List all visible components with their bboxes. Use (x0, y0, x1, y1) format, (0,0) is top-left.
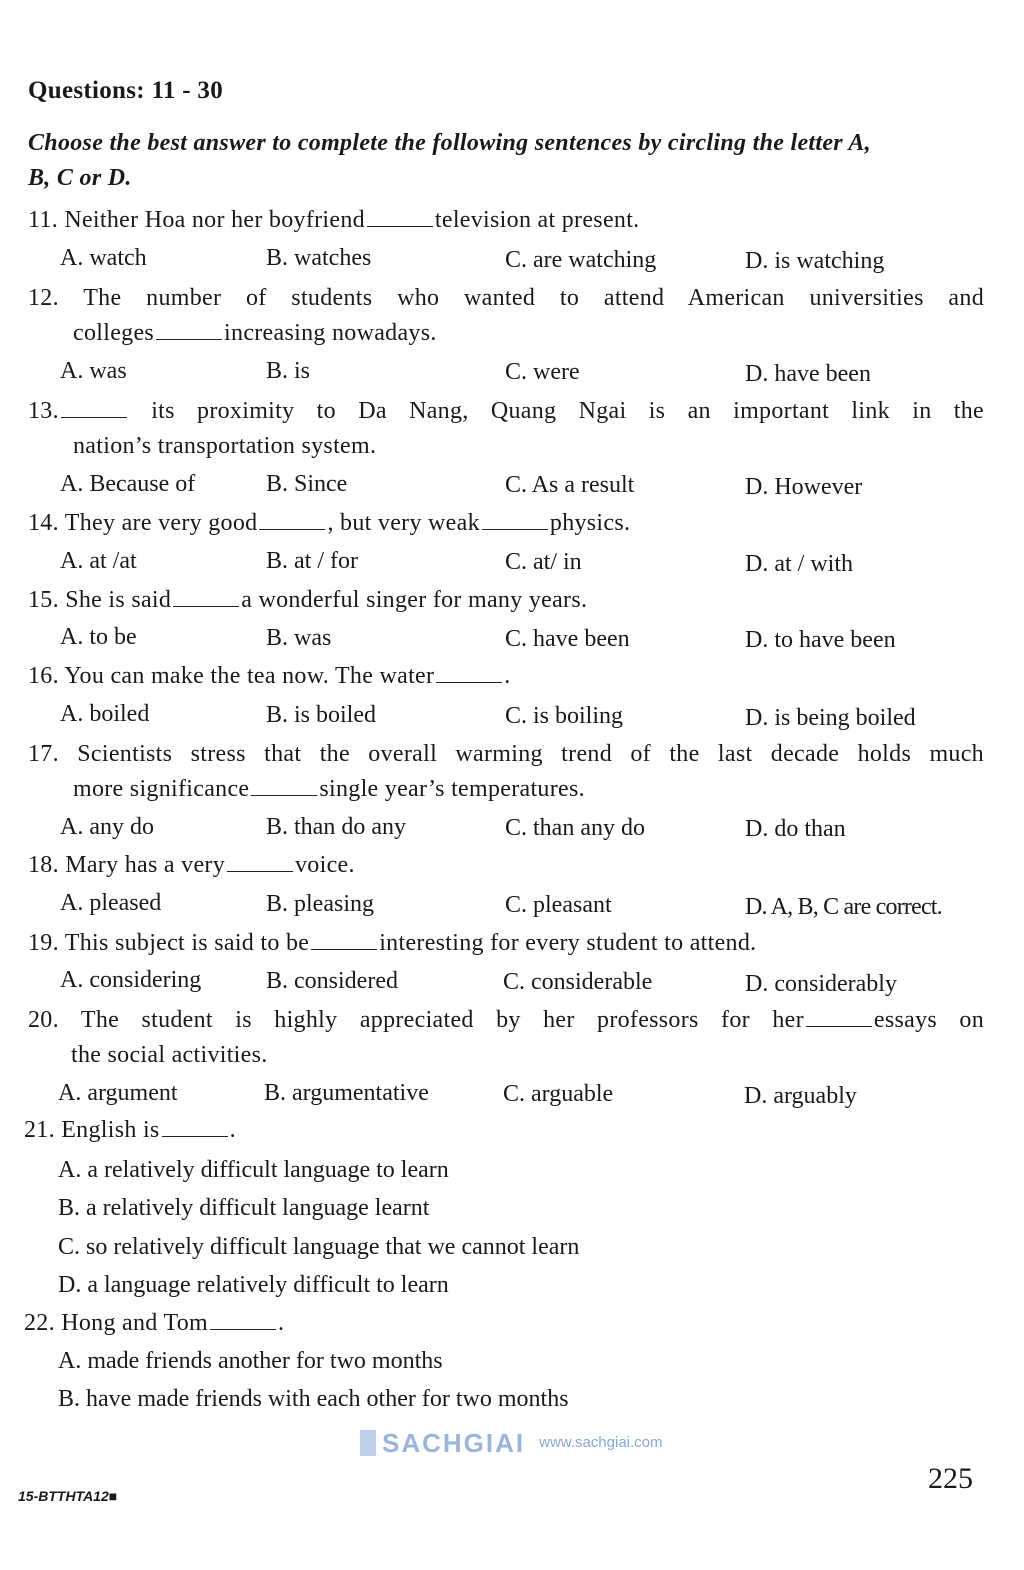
option-d[interactable]: D. at / with (745, 551, 853, 577)
option-d[interactable]: D. A, B, C are correct. (745, 894, 942, 920)
question-text: She is said (65, 587, 172, 613)
question-20 (28, 1005, 984, 1035)
question-12-continued (73, 318, 437, 348)
question-text: They are very good (64, 510, 258, 536)
answer-blank (210, 1311, 276, 1330)
option-c[interactable]: C. have been (505, 626, 630, 652)
instructions-line-1: Choose the best answer to complete the following sentences by circling the letter A, (28, 130, 871, 156)
option-d[interactable]: D. However (745, 474, 863, 500)
question-number: 19. (28, 930, 59, 956)
page-title: Questions: 11 - 30 (28, 77, 223, 104)
option-d[interactable]: D. to have been (745, 627, 896, 653)
question-text: Scientists stress that the overall warming trend of the last decade holds much (77, 741, 984, 767)
question-18 (28, 850, 355, 880)
option-a[interactable]: A. argument (58, 1080, 178, 1106)
option-b[interactable]: B. was (266, 625, 332, 651)
watermark-brand-group (360, 1428, 525, 1458)
watermark-brand: SACHGIAI (382, 1428, 526, 1458)
question-text: interesting for every student to attend. (379, 930, 757, 956)
option-b[interactable]: B. is (266, 358, 311, 384)
watermark (360, 1428, 663, 1458)
question-number: 20. (28, 1007, 59, 1033)
answer-blank (259, 511, 325, 530)
option-a[interactable]: A. pleased (60, 890, 162, 916)
option-c[interactable]: C. is boiling (505, 703, 624, 729)
option-d[interactable]: D. a language relatively difficult to learn (58, 1272, 449, 1298)
question-number: 17. (28, 741, 59, 767)
question-text: The number of students who wanted to attend American universities and (83, 285, 984, 311)
footer-book-code (18, 1488, 117, 1504)
option-d[interactable]: D. considerably (745, 971, 897, 997)
option-a[interactable]: A. was (60, 358, 127, 384)
option-c[interactable]: C. arguable (503, 1081, 614, 1107)
question-text: , but very weak (327, 510, 480, 536)
question-text: voice. (295, 852, 355, 878)
question-text: Hong and Tom (61, 1310, 209, 1336)
option-a[interactable]: A. considering (60, 967, 202, 993)
option-c[interactable]: C. so relatively difficult language that we cannot learn (58, 1234, 580, 1260)
option-c[interactable]: C. considerable (503, 969, 653, 995)
book-code-text: 15-BTTHTA12 (18, 1488, 109, 1504)
question-number: 12. (28, 285, 59, 311)
question-text: . (278, 1310, 285, 1336)
question-number: 22. (24, 1310, 55, 1336)
question-number: 15. (28, 587, 59, 613)
question-21 (24, 1115, 236, 1145)
option-a[interactable]: A. at /at (60, 548, 137, 574)
question-text: a wonderful singer for many years. (241, 587, 588, 613)
option-c[interactable]: C. were (505, 359, 580, 385)
question-text: You can make the tea now. The water (64, 663, 435, 689)
watermark-url: www.sachgiai.com (539, 1434, 663, 1451)
option-d[interactable]: D. is being boiled (745, 705, 916, 731)
question-text: single year’s temperatures. (319, 776, 585, 802)
option-b[interactable]: B. a relatively difficult language learnt (58, 1195, 430, 1221)
question-text: television at present. (434, 207, 640, 233)
option-b[interactable]: B. argumentative (264, 1080, 429, 1106)
option-a[interactable]: A. a relatively difficult language to learn (58, 1157, 449, 1183)
option-b[interactable]: B. have made friends with each other for two months (58, 1386, 569, 1412)
question-number: 21. (24, 1117, 55, 1143)
option-d[interactable]: D. have been (745, 361, 871, 387)
question-number: 18. (28, 852, 59, 878)
answer-blank (251, 777, 317, 796)
option-b[interactable]: B. than do any (266, 814, 406, 840)
question-17-continued (73, 774, 585, 804)
option-a[interactable]: A. watch (60, 245, 147, 271)
answer-blank (436, 664, 502, 683)
option-b[interactable]: B. at / for (266, 548, 358, 574)
question-text: Neither Hoa nor her boyfriend (64, 207, 365, 233)
question-text: colleges (73, 320, 155, 346)
option-a[interactable]: A. any do (60, 814, 154, 840)
question-text: essays on (873, 1007, 985, 1033)
question-number: 14. (28, 510, 59, 536)
option-b[interactable]: B. Since (266, 471, 348, 497)
answer-blank (61, 399, 127, 418)
answer-blank (227, 853, 293, 872)
question-text: more significance (73, 776, 250, 802)
question-20-continued: the social activities. (71, 1042, 268, 1068)
option-c[interactable]: C. are watching (505, 247, 657, 273)
question-11 (28, 205, 639, 235)
answer-blank (482, 511, 548, 530)
option-a[interactable]: A. Because of (60, 471, 196, 497)
option-b[interactable]: B. considered (266, 968, 398, 994)
answer-blank (156, 321, 222, 340)
answer-blank (367, 208, 433, 227)
question-15 (28, 585, 587, 615)
option-d[interactable]: D. is watching (745, 248, 885, 274)
page-number: 225 (928, 1462, 973, 1495)
option-d[interactable]: D. arguably (744, 1083, 857, 1109)
option-c[interactable]: C. pleasant (505, 892, 612, 918)
question-text: physics. (549, 510, 631, 536)
question-19 (28, 928, 756, 958)
answer-blank (806, 1008, 872, 1027)
question-number: 11. (28, 207, 59, 233)
option-c[interactable]: C. As a result (505, 472, 635, 498)
question-number: 16. (28, 663, 59, 689)
answer-blank (162, 1118, 228, 1137)
question-14 (28, 508, 630, 538)
question-12 (28, 283, 984, 313)
option-a[interactable]: A. boiled (60, 701, 150, 727)
watermark-logo-block (360, 1430, 376, 1456)
question-16 (28, 661, 511, 691)
answer-blank (173, 588, 239, 607)
question-17 (28, 739, 984, 769)
question-text: The student is highly appreciated by her professors for her (80, 1007, 804, 1033)
square-mark-icon: ■ (108, 1488, 118, 1504)
question-number: 13. (28, 398, 59, 424)
question-text: its proximity to Da Nang, Quang Ngai is an important link in the (151, 398, 984, 424)
option-b[interactable]: B. is boiled (266, 702, 377, 728)
option-d[interactable]: D. do than (745, 816, 846, 842)
option-c[interactable]: C. than any do (505, 815, 645, 841)
option-c[interactable]: C. at/ in (505, 549, 582, 575)
question-text: English is (61, 1117, 160, 1143)
question-text: This subject is said to be (64, 930, 310, 956)
option-a[interactable]: A. to be (60, 624, 137, 650)
question-text: . (504, 663, 511, 689)
instructions-line-2: B, C or D. (28, 165, 132, 191)
question-text: increasing nowadays. (224, 320, 437, 346)
option-b[interactable]: B. pleasing (266, 891, 374, 917)
option-a[interactable]: A. made friends another for two months (58, 1348, 443, 1374)
question-13 (28, 396, 984, 426)
question-22 (24, 1308, 284, 1338)
question-text: Mary has a very (65, 852, 225, 878)
question-text: . (229, 1117, 236, 1143)
question-13-continued: nation’s transportation system. (73, 433, 377, 459)
answer-blank (311, 931, 377, 950)
option-b[interactable]: B. watches (266, 245, 372, 271)
